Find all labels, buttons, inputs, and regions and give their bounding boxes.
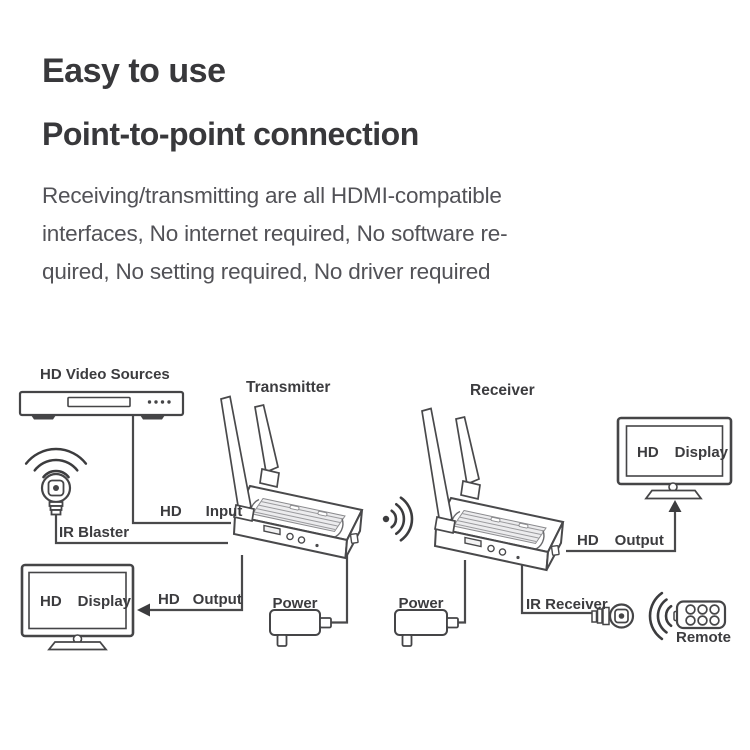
hd-output-remote-label — [577, 532, 664, 549]
remote-display-label — [637, 444, 728, 461]
transmitter-label: Transmitter — [246, 379, 331, 396]
description-line: interfaces, No internet required, No software re- — [42, 221, 508, 246]
transmitter-illustration — [221, 397, 362, 559]
hd-output-remote-hd: HD — [577, 532, 599, 549]
hd-output-local-port: Output — [192, 591, 242, 608]
remote-control-icon — [674, 602, 725, 629]
ir-blaster-icon — [26, 449, 86, 514]
remote-label: Remote — [676, 629, 732, 646]
connection-diagram — [0, 355, 750, 750]
plug-stem — [50, 502, 63, 515]
hd-output-remote-port: Output — [614, 532, 664, 549]
remote-ir-waves-icon — [650, 593, 671, 639]
page-title: Easy to use — [42, 52, 226, 90]
transmitter-power-wire — [331, 555, 347, 623]
remote-display-hd: HD — [637, 444, 659, 461]
receiver-power-adapter — [395, 610, 458, 646]
local-display-label — [40, 593, 131, 610]
transmitter-power-label: Power — [272, 595, 318, 612]
local-display-word: Display — [77, 593, 132, 610]
local-display-hd: HD — [40, 593, 62, 610]
adapter-prong — [278, 635, 287, 646]
description-text — [42, 177, 602, 291]
description-line: quired, No setting required, No driver required — [42, 259, 491, 284]
receiver-power-label: Power — [398, 595, 444, 612]
receiver-illustration — [422, 409, 563, 571]
receiver-label: Receiver — [470, 382, 535, 399]
wireless-signal-icon — [383, 498, 412, 541]
hd-video-source-device — [20, 392, 183, 420]
hd-input-label — [160, 503, 242, 520]
disc-tray — [68, 398, 130, 407]
monitor-base — [49, 642, 106, 650]
receiver-power-wire — [458, 560, 465, 623]
monitor-base — [646, 491, 701, 499]
transmitter-power-adapter — [270, 610, 331, 646]
remote-display-word: Display — [674, 444, 729, 461]
hd-input-hd: HD — [160, 503, 182, 520]
adapter-dc-plug — [447, 618, 458, 628]
hd-input-port: Input — [205, 503, 243, 520]
hd-output-local-label — [158, 591, 242, 608]
ir-blaster-label: IR Blaster — [59, 524, 130, 541]
adapter-dc-plug — [320, 618, 331, 628]
hd-output-local-hd: HD — [158, 591, 180, 608]
description-line: Receiving/transmitting are all HDMI-compatible — [42, 183, 502, 208]
page-subtitle: Point-to-point connection — [42, 116, 419, 152]
hd-video-sources-label: HD Video Sources — [40, 366, 170, 383]
ir-receiver-label: IR Receiver — [526, 596, 608, 613]
adapter-prong — [403, 635, 412, 646]
